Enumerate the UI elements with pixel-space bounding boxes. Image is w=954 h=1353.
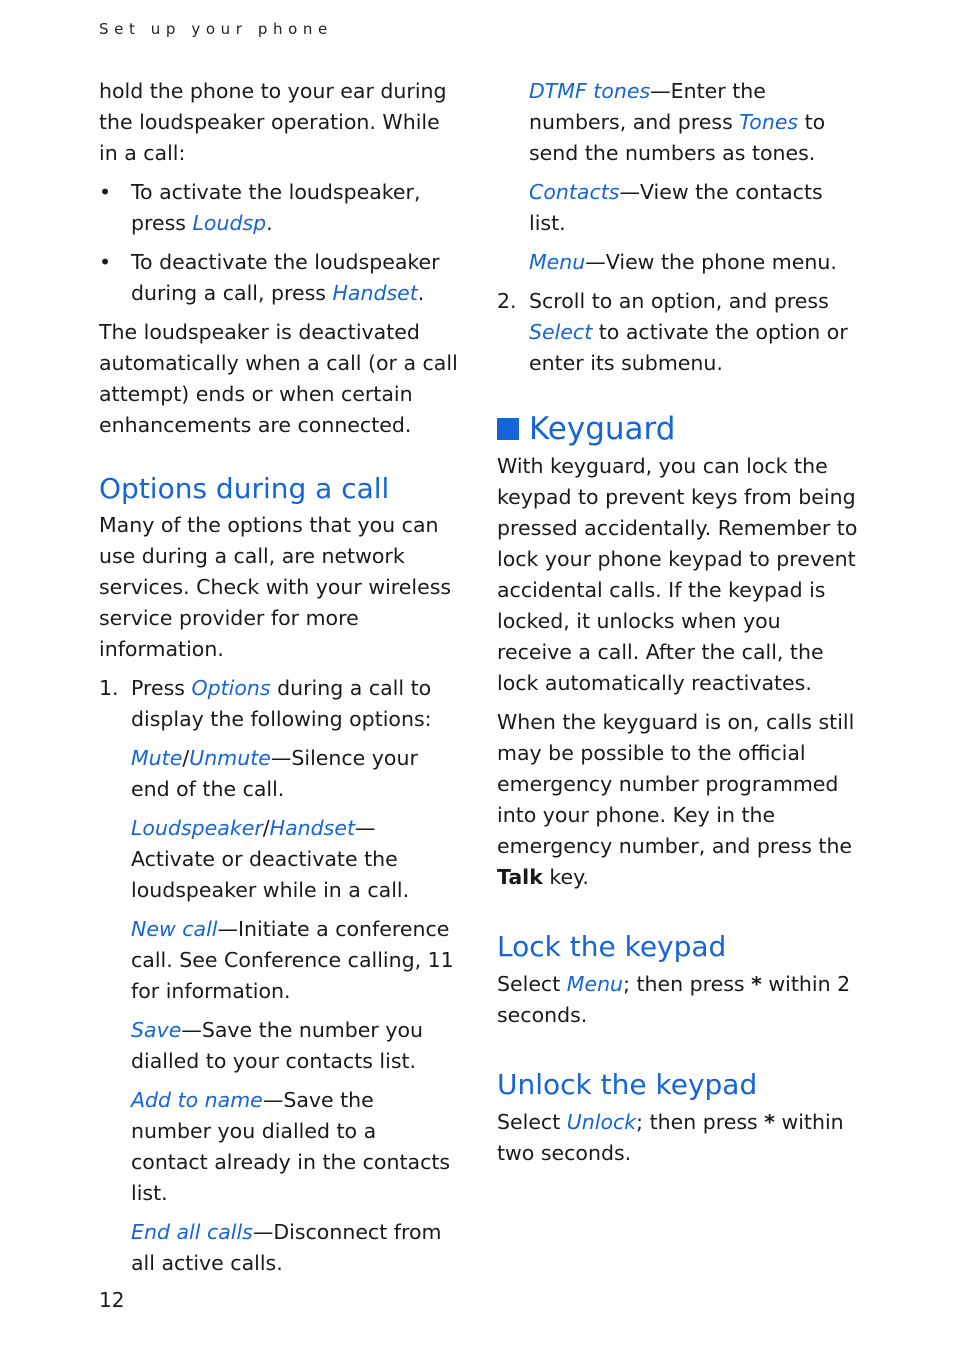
keyword-loudsp: Loudsp [192, 211, 267, 235]
option-save: Save—Save the number you dialled to your contacts list. [131, 1018, 424, 1073]
running-head: Set up your phone [99, 20, 333, 38]
bullet-deactivate-loudspeaker: • To deactivate the loudspeaker during a call, press Handset. [99, 247, 459, 309]
keyword-end-all-calls: End all calls [131, 1220, 253, 1244]
keyword-handset-option: Handset [269, 816, 355, 840]
option-end-all-calls: End all calls—Disconnect from all active calls. [131, 1220, 442, 1275]
step-number: 1. [99, 676, 119, 700]
keyword-handset: Handset [332, 281, 418, 305]
step-number: 2. [497, 289, 517, 313]
option-menu: Menu—View the phone menu. [529, 250, 837, 274]
keyword-mute: Mute [131, 746, 183, 770]
option-mute: Mute/Unmute—Silence your end of the call. [131, 746, 418, 801]
keyguard-paragraph-2: When the keyguard is on, calls still may be possible to the official emergency number programmed into your phone. Key in the emergency number, and press the Talk key. [497, 710, 855, 889]
keyword-dtmf-tones: DTMF tones [529, 79, 651, 103]
bullet-icon: • [99, 180, 112, 204]
right-column [497, 76, 862, 1177]
star-key: * [751, 972, 762, 996]
keyword-unmute: Unmute [189, 746, 271, 770]
option-loudspeaker: Loudspeaker/Handset—Activate or deactivate the loudspeaker while in a call. [131, 816, 410, 902]
keyword-save: Save [131, 1018, 182, 1042]
heading-options-during-call: Options during a call [99, 472, 390, 505]
option-new-call: New call—Initiate a conference call. See Conference calling, 11 for information. [131, 917, 454, 1003]
heading-keyguard: Keyguard [497, 409, 862, 449]
keyword-menu-lock: Menu [566, 972, 624, 996]
keyword-menu: Menu [529, 250, 586, 274]
left-column [99, 76, 459, 1287]
keyword-options: Options [191, 676, 271, 700]
keyword-new-call: New call [131, 917, 218, 941]
keyword-contacts: Contacts [529, 180, 620, 204]
lock-keypad-instruction: Select Menu; then press * within 2 seconds. [497, 972, 851, 1027]
keyword-select: Select [529, 320, 593, 344]
heading-unlock-keypad: Unlock the keypad [497, 1068, 758, 1101]
bullet-activate-loudspeaker: • To activate the loudspeaker, press Loudsp. [99, 177, 459, 239]
keyword-loudspeaker: Loudspeaker [131, 816, 263, 840]
intro-paragraph: hold the phone to your ear during the loudspeaker operation. While in a call: [99, 79, 447, 165]
talk-key-label: Talk [497, 865, 543, 889]
keyword-add-to-name: Add to name [131, 1088, 263, 1112]
options-intro: Many of the options that you can use during a call, are network services. Check with your wireless service provider for more information. [99, 513, 452, 661]
heading-lock-keypad: Lock the keypad [497, 930, 727, 963]
unlock-keypad-instruction: Select Unlock; then press * within two seconds. [497, 1110, 844, 1165]
option-add-to-name: Add to name—Save the number you dialled to a contact already in the contacts list. [131, 1088, 451, 1205]
deactivated-note: The loudspeaker is deactivated automatically when a call (or a call attempt) ends or when certain enhancements are connected. [99, 320, 458, 437]
keyguard-paragraph-1: With keyguard, you can lock the keypad to prevent keys from being pressed accidentally. Remember to lock your phone keypad to prevent accidental calls. If the keypad is locked, it unlocks when you receive a call. After the call, the lock automatically reactivates. [497, 454, 858, 695]
step-2: 2. Scroll to an option, and press Select to activate the option or enter its submenu. [497, 286, 862, 379]
keyword-tones: Tones [739, 110, 799, 134]
bullet-icon: • [99, 250, 112, 274]
square-bullet-icon [497, 418, 519, 440]
step-1: 1. Press Options during a call to display the following options: [99, 673, 459, 735]
option-dtmf-tones: DTMF tones—Enter the numbers, and press Tones to send the numbers as tones. [529, 79, 826, 165]
keyword-unlock: Unlock [566, 1110, 637, 1134]
option-contacts: Contacts—View the contacts list. [529, 180, 823, 235]
page-number: 12 [99, 1288, 125, 1312]
star-key: * [764, 1110, 775, 1134]
